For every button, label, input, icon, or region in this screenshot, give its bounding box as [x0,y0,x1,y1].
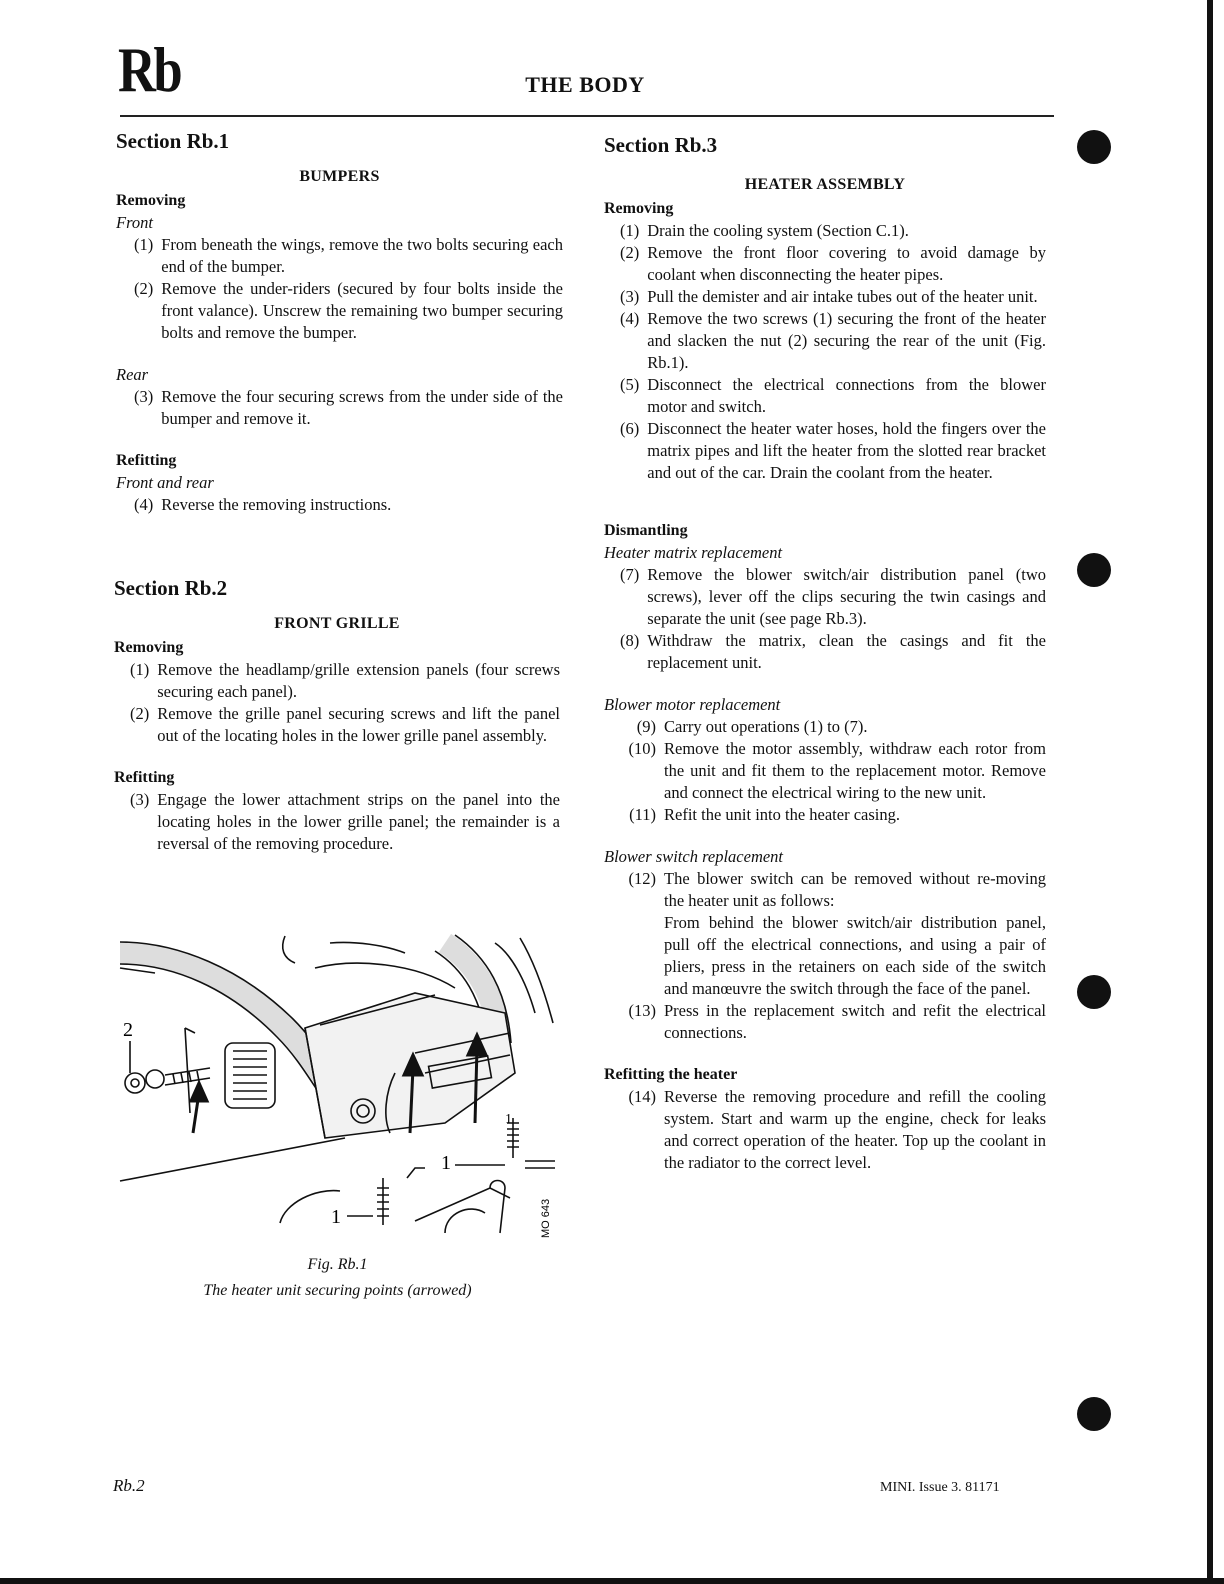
section-title: Section Rb.2 [114,576,228,600]
step-item [114,789,560,855]
page-edge-bottom [0,1578,1224,1584]
step-item [116,234,563,278]
step-item [604,738,1046,804]
step-text: Remove the two screws (1) securing the front of the heater and slacken the nut (2) securing the rear of the unit (Fig. Rb.1). [647,309,1046,372]
section-rb3 [604,134,1046,1174]
step-number: (13) [628,1001,656,1020]
heading-refitting: Refitting [114,769,175,786]
step-item [604,1086,1046,1174]
step-number: (2) [620,243,640,262]
heading-front-and-rear: Front and rear [116,473,214,492]
step-item [604,308,1046,374]
punch-hole-icon [1077,130,1111,164]
step-text: Disconnect the heater water hoses, hold the fingers over the matrix pipes and lift the heater from the slotted rear bracket and out of the car. Drain the coolant from the heater. [647,419,1046,482]
step-text: Remove the motor assembly, withdraw each rotor from the unit and fit them to the replacement motor. Remove and connect the electrical wiring to the new unit. [664,739,1046,802]
heading-rear: Rear [116,365,149,384]
step-number: (4) [620,309,640,328]
step-text: Press in the replacement switch and refit the electrical connections. [664,1001,1046,1042]
step-item [604,242,1046,286]
step-text: Remove the front floor covering to avoid damage by coolant when disconnecting the heater pipes. [647,243,1046,284]
figure-label: Fig. Rb.1 [307,1256,368,1273]
step-item [604,630,1046,674]
step-item [604,716,1046,738]
figure-callout: 1 [505,1112,512,1127]
section-subtitle: FRONT GRILLE [274,615,400,632]
step-text: Pull the demister and air intake tubes out of the heater unit. [647,287,1038,306]
heading-dismantling: Dismantling [604,522,688,539]
figure-code: MO 643 [540,1198,552,1238]
figure-callout: 2 [123,1019,133,1041]
section-title: Section Rb.1 [116,129,230,153]
step-text: Remove the four securing screws from the under side of the bumper and remove it. [161,387,563,428]
heading-refitting: Refitting [116,452,177,469]
step-number: (4) [134,495,154,514]
step-item [116,494,563,516]
step-number: (1) [130,660,150,679]
step-number: (5) [620,375,640,394]
heading-removing: Removing [116,192,186,209]
step-number: (2) [130,704,150,723]
section-rb1 [116,130,563,516]
section-title: Section Rb.3 [604,133,718,157]
heading-removing: Removing [114,639,184,656]
step-text: The blower switch can be removed without re-moving the heater unit as follows: [664,869,1046,910]
step-item [604,220,1046,242]
step-number: (2) [134,279,154,298]
step-text: Carry out operations (1) to (7). [664,717,868,736]
heading-blower-switch: Blower switch replacement [604,847,784,866]
chapter-logo: Rb [118,34,181,105]
step-text: Withdraw the matrix, clean the casings and fit the replacement unit. [647,631,1046,672]
heading-refitting-heater: Refitting the heater [604,1066,738,1083]
step-text: Reverse the removing procedure and refill the cooling system. Start and warm up the engine, check for leaks and correct operation of the heater. Top up the coolant in the radiator to the correct level. [664,1087,1046,1172]
figure-callout: 1 [331,1206,341,1228]
step-item [604,374,1046,418]
punch-hole-icon [1077,1397,1111,1431]
step-item [604,564,1046,630]
heading-heater-matrix: Heater matrix replacement [604,543,783,562]
step-text: Refit the unit into the heater casing. [664,805,900,824]
step-item [116,386,563,430]
page-title: THE BODY [525,72,645,97]
step-item [604,418,1046,484]
step-item [114,659,560,703]
step-number: (7) [620,565,640,584]
heater-unit-illustration [115,933,560,1253]
step-text: From beneath the wings, remove the two bolts securing each end of the bumper. [161,235,563,276]
step-number: (10) [628,739,656,758]
step-item [604,1000,1046,1044]
step-text: Remove the grille panel securing screws and lift the panel out of the locating holes in the lower grille panel assembly. [157,704,560,745]
step-number: (1) [134,235,154,254]
heading-front: Front [116,213,153,232]
page-edge-right [1207,0,1213,1584]
step-text: Remove the headlamp/grille extension panels (four screws securing each panel). [157,660,560,701]
page-number: Rb.2 [113,1476,145,1495]
step-text: Reverse the removing instructions. [161,495,392,514]
step-number: (12) [628,869,656,888]
step-number: (11) [629,805,656,824]
step-text: Engage the lower attachment strips on the panel into the locating holes in the lower grille panel; the remainder is a reversal of the removing procedure. [157,790,560,853]
step-item [604,868,1046,1000]
punch-hole-icon [1077,975,1111,1009]
step-item [114,703,560,747]
step-text: Remove the under-riders (secured by four bolts inside the front valance). Unscrew the remaining two bumper securing bolts and remove the bumper. [161,279,563,342]
step-text-continued: From behind the blower switch/air distribution panel, pull off the electrical connections, and using a pair of pliers, press in the retainers on each side of the switch and manœuvre the switch through the face of the panel. [664,913,1046,998]
section-subtitle: HEATER ASSEMBLY [744,176,906,193]
heading-removing: Removing [604,200,674,217]
figure-caption-block [115,1252,560,1304]
header-rule [120,115,1054,117]
step-item [116,278,563,344]
step-text: Disconnect the electrical connections from the blower motor and switch. [647,375,1046,416]
step-number: (14) [628,1087,656,1106]
step-item [604,286,1046,308]
step-item [604,804,1046,826]
step-number: (6) [620,419,640,438]
heading-blower-motor: Blower motor replacement [604,695,781,714]
step-number: (3) [620,287,640,306]
step-number: (1) [620,221,640,240]
step-text: Drain the cooling system (Section C.1). [647,221,909,240]
section-rb2 [114,577,560,855]
step-number: (9) [636,717,656,736]
step-number: (3) [130,790,150,809]
figure-callout: 1 [441,1152,451,1174]
punch-hole-icon [1077,553,1111,587]
issue-label: MINI. Issue 3. 81171 [880,1480,1000,1495]
step-number: (3) [134,387,154,406]
step-number: (8) [620,631,640,650]
figure-caption: The heater unit securing points (arrowed) [203,1282,472,1299]
step-text: Remove the blower switch/air distribution panel (two screws), lever off the clips securing the twin casings and separate the unit (see page Rb.3). [647,565,1046,628]
section-subtitle: BUMPERS [299,168,380,185]
